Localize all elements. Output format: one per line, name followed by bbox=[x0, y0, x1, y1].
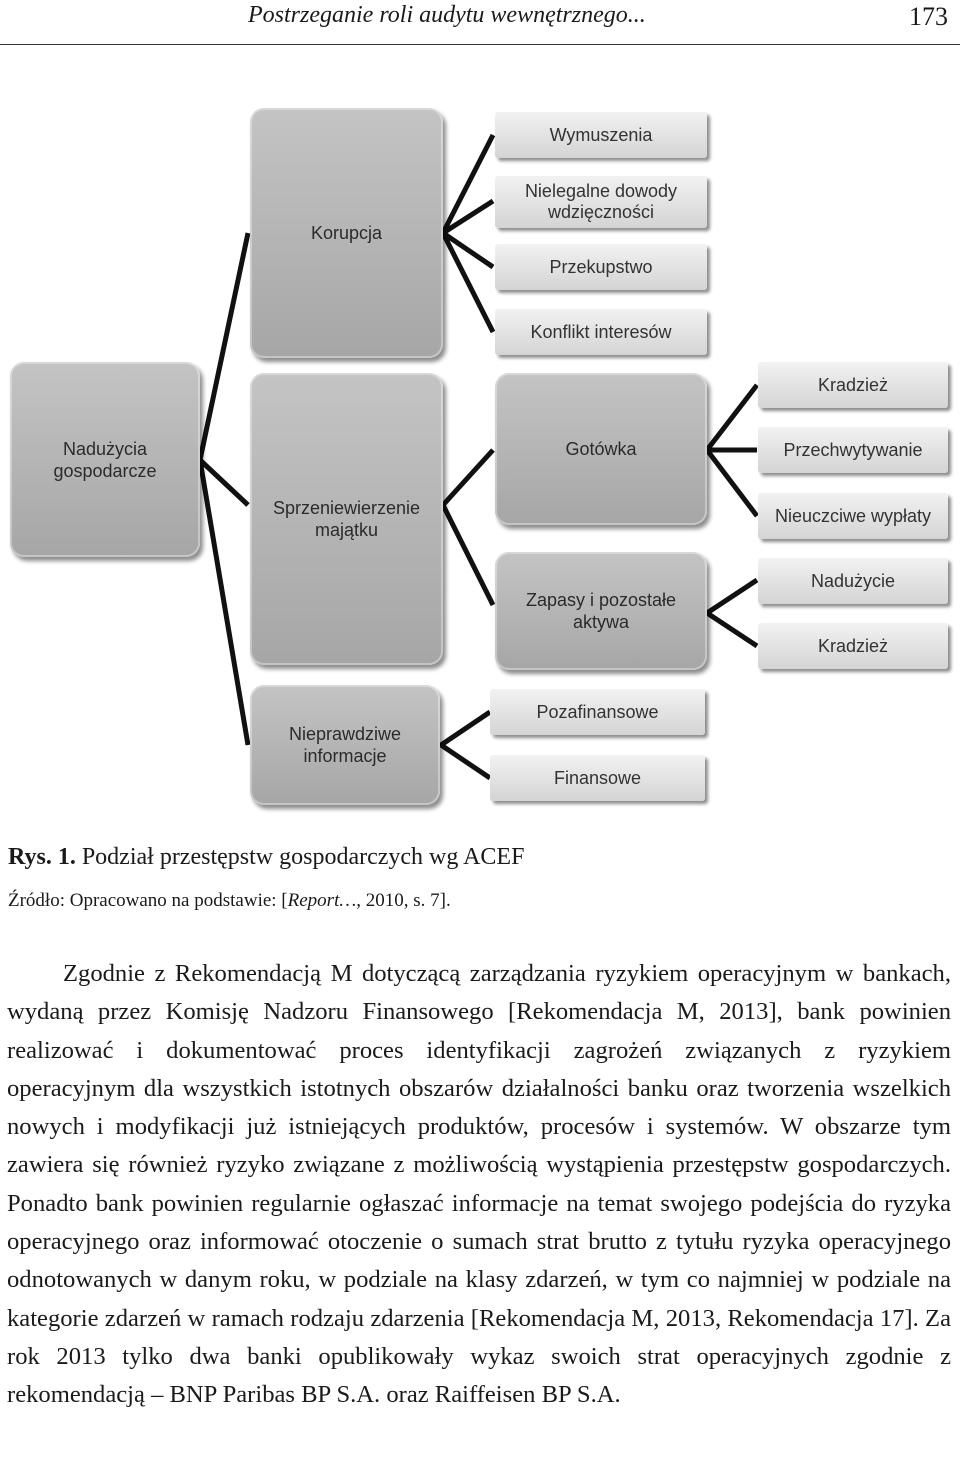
false-info-leaf bbox=[490, 689, 705, 735]
connector-misappropriation-children bbox=[443, 450, 493, 605]
fraud-classification-diagram bbox=[0, 100, 960, 820]
connector-inventory-leaves bbox=[707, 580, 757, 646]
inventory-leaf bbox=[758, 623, 948, 669]
page-number: 173 bbox=[909, 2, 948, 31]
corruption-leaf bbox=[495, 176, 707, 228]
corruption-leaf bbox=[495, 112, 707, 158]
cash-leaf bbox=[758, 493, 948, 539]
false-info-label: Nieprawdziwe informacje bbox=[288, 724, 402, 766]
false-info-leaf bbox=[490, 755, 705, 801]
corruption-leaf bbox=[495, 244, 707, 290]
figure-source bbox=[8, 888, 451, 914]
inventory-leaf bbox=[758, 558, 948, 604]
root-node bbox=[10, 362, 200, 557]
paragraph: Zgodnie z Rekomendacją M dotyczącą zarządzania ryzykiem operacyjnym w bankach, wydaną przez Komisję Nadzoru Finansowego [Rekomendacja M, 2013], bank powinien realizować i dokumentować proces identyfikacji zagrożeń związanych z ryzykiem operacyjnym dla wszystkich istotnych obszarów działalności banku oraz tworzenia wszelkich nowych i modyfikacji już istniejących produktów, procesów i systemów. W obszarze tym zawiera się również ryzyko związane z możliwością wystąpienia przestępstw gospodarczych. Ponadto bank powinien regularnie ogłaszać informacje na temat swojego podejścia do ryzyka operacyjnego oraz informować otoczenie o sumach strat brutto z tytułu ryzyka operacyjnego odnotowanych w danym roku, w podziale na klasy zdarzeń, w tym co najmniej w podziale na kategorie zdarzeń w ramach rodzaju zdarzenia [Rekomendacja M, 2013, Rekomendacja 17]. Za rok 2013 tylko dwa banki opublikowały wykaz swoich strat operacyjnych zgodnie z rekomendacją – BNP Paribas BP S.A. oraz Raiffeisen BP S.A. bbox=[7, 960, 951, 1409]
leaf-label: Przekupstwo bbox=[549, 256, 653, 277]
leaf-label: Nieuczciwe wypłaty bbox=[774, 505, 932, 526]
leaf-label: Wymuszenia bbox=[549, 124, 653, 145]
cash-label: Gotówka bbox=[565, 439, 637, 459]
figure-title: Podział przestępstw gospodarczych wg ACEF bbox=[75, 844, 525, 870]
leaf-label: Finansowe bbox=[553, 767, 642, 788]
connector-falseinfo-leaves bbox=[441, 712, 490, 778]
leaf-label: Nielegalne dowody wdzięczności bbox=[524, 181, 678, 222]
figure-label: Rys. 1. bbox=[8, 844, 76, 870]
corruption-node bbox=[250, 108, 443, 358]
source-italic: Report… bbox=[287, 890, 357, 911]
false-info-node bbox=[250, 685, 440, 805]
leaf-label: Kradzież bbox=[817, 635, 889, 656]
connector-cash-leaves bbox=[707, 385, 757, 516]
connector-corruption-leaves bbox=[443, 135, 493, 332]
source-prefix: Źródło: Opracowano na podstawie: [ bbox=[8, 890, 288, 911]
cash-node bbox=[495, 373, 707, 525]
cash-leaf bbox=[758, 427, 948, 473]
cash-leaf bbox=[758, 362, 948, 408]
leaf-label: Kradzież bbox=[817, 374, 889, 395]
misappropriation-node bbox=[250, 373, 443, 665]
source-suffix: , 2010, s. 7]. bbox=[356, 890, 451, 911]
leaf-label: Nadużycie bbox=[810, 570, 896, 591]
leaf-label: Pozafinansowe bbox=[536, 701, 659, 722]
misappropriation-label: Sprzeniewierzenie majątku bbox=[272, 498, 421, 540]
body-text bbox=[7, 955, 951, 1415]
connector-root-falseinfo bbox=[200, 460, 248, 745]
leaf-label: Konflikt interesów bbox=[530, 321, 672, 342]
root-label: Nadużycia gospodarcze bbox=[53, 438, 157, 481]
connector-root-corruption bbox=[200, 233, 248, 460]
page-header bbox=[0, 0, 960, 45]
corruption-label: Korupcja bbox=[310, 223, 383, 243]
inventory-label: Zapasy i pozostałe aktywa bbox=[525, 590, 677, 632]
leaf-label: Przechwytywanie bbox=[783, 439, 923, 460]
figure-caption bbox=[8, 842, 524, 872]
corruption-leaf bbox=[495, 309, 707, 355]
running-title: Postrzeganie roli audytu wewnętrznego... bbox=[248, 2, 646, 28]
inventory-node bbox=[495, 552, 707, 670]
